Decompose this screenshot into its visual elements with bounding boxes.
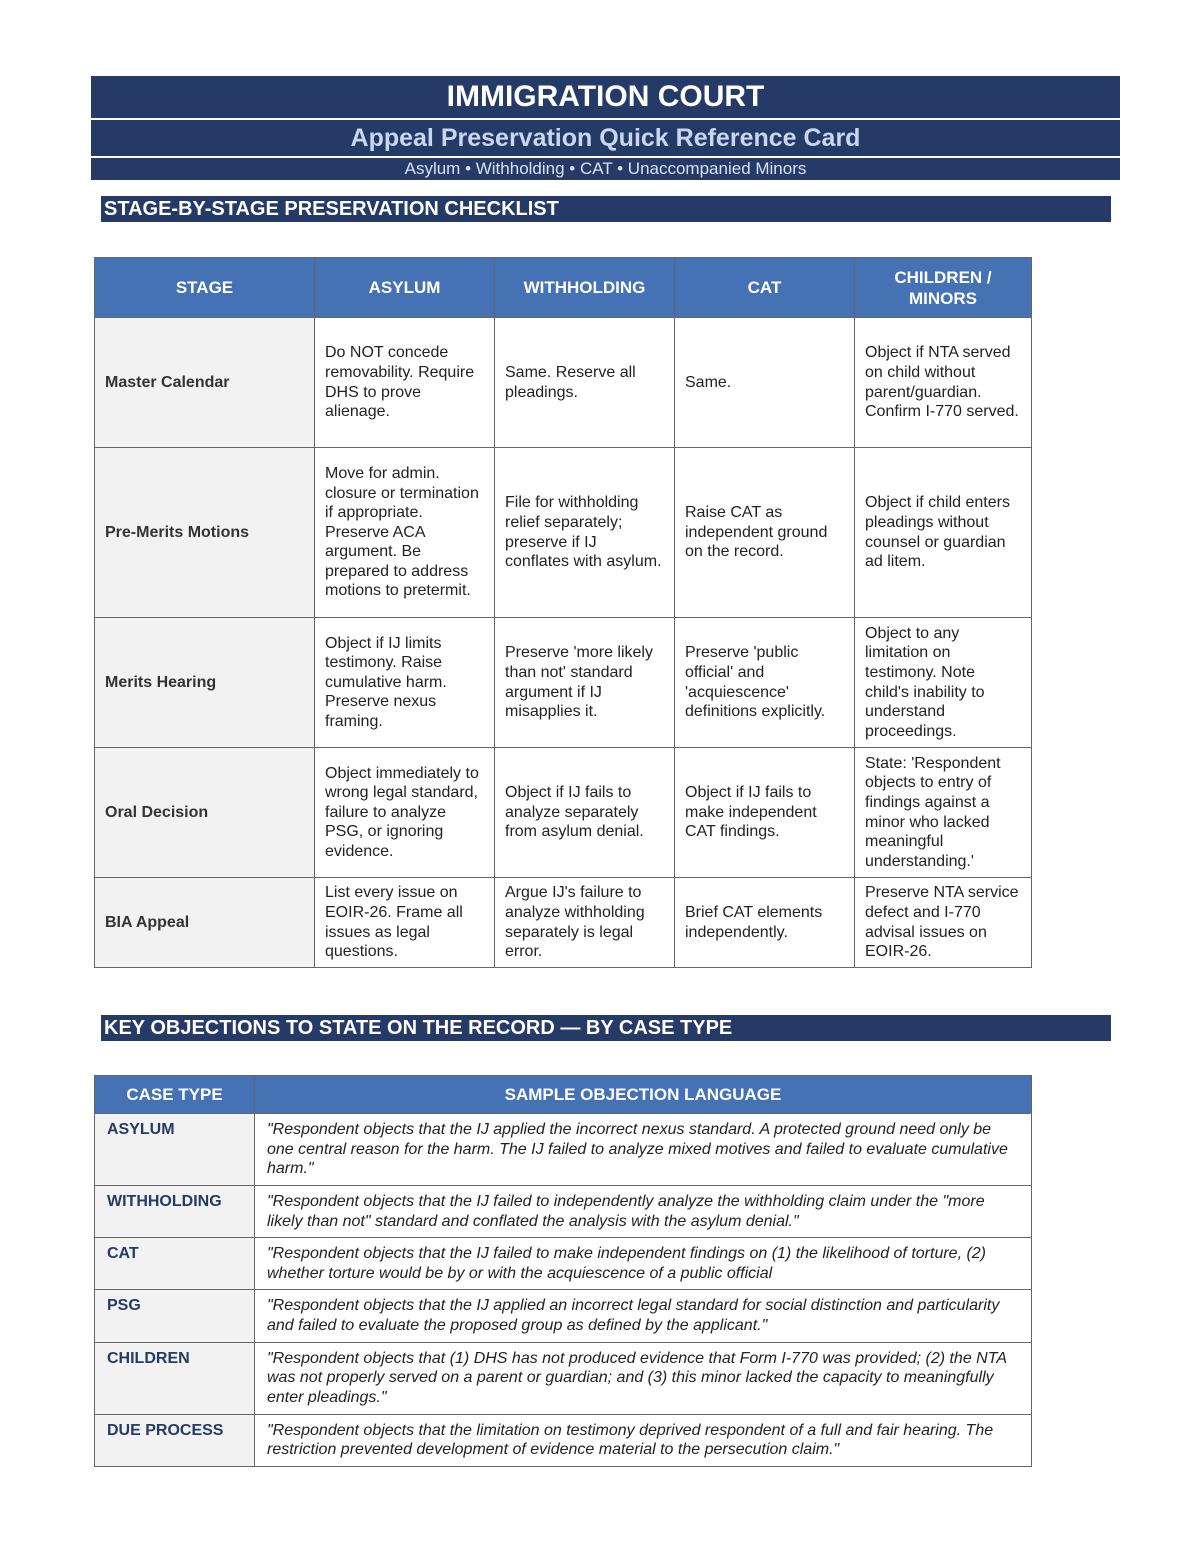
cat-cell: Brief CAT elements independently. — [675, 878, 855, 968]
table-row — [95, 748, 1032, 878]
table-row — [95, 1414, 1032, 1466]
stage-cell: Master Calendar — [95, 318, 315, 448]
case-type-cell: DUE PROCESS — [95, 1414, 255, 1466]
stage-cell: Pre-Merits Motions — [95, 448, 315, 618]
table-row — [95, 318, 1032, 448]
column-header-stage: STAGE — [95, 258, 315, 318]
children-cell: State: 'Respondent objects to entry of findings against a minor who lacked meaningful understanding.' — [855, 748, 1032, 878]
withholding-cell: Object if IJ fails to analyze separately from asylum denial. — [495, 748, 675, 878]
asylum-cell: Do NOT concede removability. Require DHS to prove alienage. — [315, 318, 495, 448]
column-header-withholding: WITHHOLDING — [495, 258, 675, 318]
cat-cell: Same. — [675, 318, 855, 448]
objection-text-cell: "Respondent objects that (1) DHS has not produced evidence that Form I-770 was provided; (2) the NTA was not properly served on a parent or guardian; and (3) this minor lacked the capacity to meaningfully enter pleadings." — [255, 1342, 1032, 1414]
column-header-case-type: CASE TYPE — [95, 1076, 255, 1114]
withholding-cell: Preserve 'more likely than not' standard argument if IJ misapplies it. — [495, 618, 675, 748]
children-cell: Object if child enters pleadings without counsel or guardian ad litem. — [855, 448, 1032, 618]
case-type-cell: CAT — [95, 1238, 255, 1290]
asylum-cell: Move for admin. closure or termination if appropriate. Preserve ACA argument. Be prepared to address motions to pretermit. — [315, 448, 495, 618]
case-type-cell: CHILDREN — [95, 1342, 255, 1414]
table-row — [95, 1342, 1032, 1414]
column-header-objection-language: SAMPLE OBJECTION LANGUAGE — [255, 1076, 1032, 1114]
key-objections-table — [94, 1075, 1032, 1467]
objections-heading: KEY OBJECTIONS TO STATE ON THE RECORD — BY CASE TYPE — [101, 1015, 1111, 1041]
case-type-cell: PSG — [95, 1290, 255, 1342]
table-row — [95, 448, 1032, 618]
cat-cell: Raise CAT as independent ground on the record. — [675, 448, 855, 618]
table-row — [95, 618, 1032, 748]
table-row — [95, 1186, 1032, 1238]
stage-cell: BIA Appeal — [95, 878, 315, 968]
cat-cell: Preserve 'public official' and 'acquiescence' definitions explicitly. — [675, 618, 855, 748]
children-cell: Object to any limitation on testimony. Note child's inability to understand proceedings. — [855, 618, 1032, 748]
stage-cell: Oral Decision — [95, 748, 315, 878]
withholding-cell: File for withholding relief separately; preserve if IJ conflates with asylum. — [495, 448, 675, 618]
case-type-cell: WITHHOLDING — [95, 1186, 255, 1238]
cat-cell: Object if IJ fails to make independent CAT findings. — [675, 748, 855, 878]
objection-text-cell: "Respondent objects that the IJ applied an incorrect legal standard for social distinction and particularity and failed to evaluate the proposed group as defined by the applicant." — [255, 1290, 1032, 1342]
objection-text-cell: "Respondent objects that the IJ applied the incorrect nexus standard. A protected ground need only be one central reason for the harm. The IJ failed to analyze mixed motives and failed to evaluate cumulative harm." — [255, 1114, 1032, 1186]
objection-text-cell: "Respondent objects that the IJ failed to independently analyze the withholding claim under the "more likely than not" standard and conflated the analysis with the asylum denial." — [255, 1186, 1032, 1238]
document-subtitle: Appeal Preservation Quick Reference Card — [91, 120, 1120, 156]
objection-text-cell: "Respondent objects that the IJ failed to make independent findings on (1) the likelihood of torture, (2) whether torture would be by or with the acquiescence of a public official — [255, 1238, 1032, 1290]
table-row — [95, 878, 1032, 968]
withholding-cell: Argue IJ's failure to analyze withholding separately is legal error. — [495, 878, 675, 968]
asylum-cell: Object if IJ limits testimony. Raise cumulative harm. Preserve nexus framing. — [315, 618, 495, 748]
checklist-heading: STAGE-BY-STAGE PRESERVATION CHECKLIST — [101, 196, 1111, 222]
withholding-cell: Same. Reserve all pleadings. — [495, 318, 675, 448]
column-header-children: CHILDREN / MINORS — [855, 258, 1032, 318]
asylum-cell: List every issue on EOIR-26. Frame all issues as legal questions. — [315, 878, 495, 968]
preservation-checklist-table — [94, 257, 1032, 968]
topic-list: Asylum • Withholding • CAT • Unaccompanied Minors — [91, 158, 1120, 180]
document-title: IMMIGRATION COURT — [91, 76, 1120, 118]
table-row — [95, 1290, 1032, 1342]
column-header-cat: CAT — [675, 258, 855, 318]
table-row — [95, 1238, 1032, 1290]
children-cell: Preserve NTA service defect and I-770 advisal issues on EOIR-26. — [855, 878, 1032, 968]
table-row — [95, 1114, 1032, 1186]
column-header-asylum: ASYLUM — [315, 258, 495, 318]
stage-cell: Merits Hearing — [95, 618, 315, 748]
objection-text-cell: "Respondent objects that the limitation on testimony deprived respondent of a full and fair hearing. The restriction prevented development of evidence material to the persecution claim." — [255, 1414, 1032, 1466]
children-cell: Object if NTA served on child without parent/guardian. Confirm I-770 served. — [855, 318, 1032, 448]
asylum-cell: Object immediately to wrong legal standard, failure to analyze PSG, or ignoring evidence. — [315, 748, 495, 878]
case-type-cell: ASYLUM — [95, 1114, 255, 1186]
